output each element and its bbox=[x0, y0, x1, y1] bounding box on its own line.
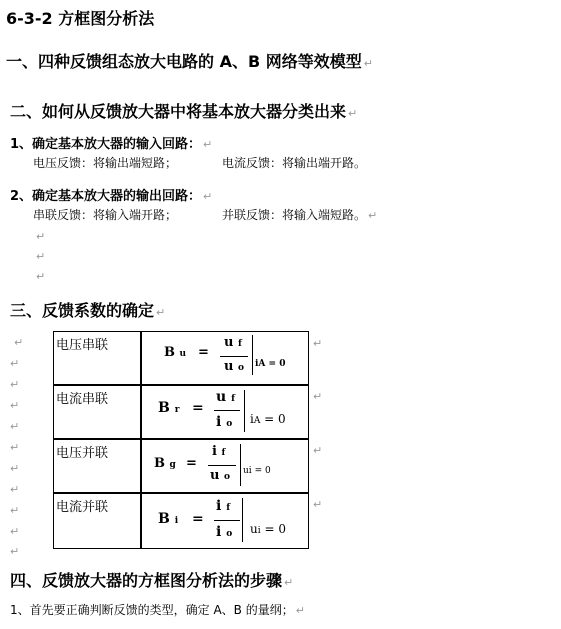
paragraph-mark-icon: ↵ bbox=[313, 444, 323, 457]
item-1-left-text: 电压反馈：将输出端短路； bbox=[33, 156, 178, 170]
step-1-text: 1、首先要正确判断反馈的类型，确定 A、B 的量纲； ↵ bbox=[10, 603, 305, 617]
paragraph-mark-icon: ↵ bbox=[295, 604, 305, 617]
table-row bbox=[54, 439, 323, 493]
paragraph-mark-icon: ↵ bbox=[14, 336, 24, 349]
row-label: 电流串联 bbox=[54, 385, 142, 439]
formula-condition: ui = 0 bbox=[243, 466, 271, 476]
paragraph-mark-icon: ↵ bbox=[284, 576, 294, 589]
item-1-heading: 1、确定基本放大器的输入回路： ↵ bbox=[10, 137, 213, 152]
formula-condition: ui = 0 bbox=[250, 522, 286, 536]
paragraph-mark-icon: ↵ bbox=[10, 545, 20, 558]
formula-cell bbox=[141, 439, 309, 493]
section-2-heading: 二、如何从反馈放大器中将基本放大器分类出来 ↵ bbox=[10, 102, 358, 121]
paragraph-mark-icon: ↵ bbox=[348, 107, 358, 120]
feedback-coefficient-table bbox=[53, 331, 323, 549]
section-3-heading: 三、反馈系数的确定 ↵ bbox=[10, 301, 166, 320]
item-1-right-text: 电流反馈：将输出端开路。 bbox=[222, 156, 367, 170]
formula-numerator: i f bbox=[212, 444, 226, 459]
formula-denominator: i o bbox=[216, 414, 233, 430]
formula-equals: = bbox=[186, 456, 197, 471]
item-2-left-text: 串联反馈：将输入端开路； bbox=[33, 208, 178, 222]
evaluation-bar bbox=[240, 444, 241, 486]
table-row bbox=[54, 385, 323, 439]
formula-numerator: u f bbox=[224, 335, 242, 350]
formula-denominator: i o bbox=[216, 524, 233, 540]
formula-equals: = bbox=[192, 400, 204, 416]
paragraph-mark-icon: ↵ bbox=[10, 441, 20, 454]
page-title: 6-3-2 方框图分析法 bbox=[6, 9, 155, 28]
formula-denominator: u o bbox=[210, 468, 230, 483]
evaluation-bar bbox=[252, 335, 253, 375]
formula-numerator: u f bbox=[216, 389, 235, 405]
paragraph-mark-icon: ↵ bbox=[368, 209, 378, 222]
paragraph-mark-icon: ↵ bbox=[36, 270, 46, 283]
formula-denominator: u o bbox=[224, 359, 244, 374]
formula-condition: iA = 0 bbox=[250, 412, 286, 426]
evaluation-bar bbox=[244, 390, 245, 432]
table-row bbox=[54, 493, 323, 549]
row-label: 电压串联 bbox=[54, 332, 142, 386]
paragraph-mark-icon: ↵ bbox=[203, 190, 213, 203]
paragraph-mark-icon: ↵ bbox=[203, 138, 213, 151]
formula-b: B i bbox=[158, 511, 179, 527]
paragraph-mark-icon: ↵ bbox=[36, 250, 46, 263]
formula-b: B r bbox=[158, 400, 180, 416]
paragraph-mark-icon: ↵ bbox=[10, 378, 20, 391]
paragraph-mark-icon: ↵ bbox=[313, 336, 323, 350]
row-label: 电压并联 bbox=[54, 439, 142, 493]
item-2-right-text: 并联反馈：将输入端短路。 ↵ bbox=[222, 208, 378, 222]
table-row bbox=[54, 332, 323, 386]
section-1-heading: 一、四种反馈组态放大电路的 A、B 网络等效模型 ↵ bbox=[6, 52, 373, 71]
paragraph-mark-icon: ↵ bbox=[10, 483, 20, 496]
fraction-line bbox=[208, 465, 236, 466]
fraction-line bbox=[214, 410, 240, 411]
paragraph-mark-icon: ↵ bbox=[313, 390, 323, 403]
paragraph-mark-icon: ↵ bbox=[10, 462, 20, 475]
paragraph-mark-icon: ↵ bbox=[10, 357, 20, 370]
paragraph-mark-icon: ↵ bbox=[156, 306, 166, 319]
formula-cell bbox=[141, 493, 309, 549]
item-2-heading: 2、确定基本放大器的输出回路： ↵ bbox=[10, 189, 213, 204]
paragraph-mark-icon: ↵ bbox=[363, 57, 373, 70]
section-4-heading: 四、反馈放大器的方框图分析法的步骤 ↵ bbox=[10, 571, 294, 590]
fraction-line bbox=[214, 520, 240, 521]
paragraph-mark-icon: ↵ bbox=[313, 498, 323, 511]
formula-numerator: i f bbox=[216, 498, 231, 514]
paragraph-mark-icon: ↵ bbox=[10, 399, 20, 412]
paragraph-mark-icon: ↵ bbox=[10, 504, 20, 517]
fraction-line bbox=[220, 356, 248, 357]
formula-b: B g bbox=[154, 456, 176, 471]
row-label: 电流并联 bbox=[54, 493, 142, 549]
formula-condition: iA = 0 bbox=[255, 359, 286, 369]
formula-b: B u bbox=[164, 345, 187, 360]
formula-cell bbox=[141, 332, 309, 386]
paragraph-mark-icon: ↵ bbox=[10, 420, 20, 433]
evaluation-bar bbox=[242, 498, 243, 542]
formula-cell bbox=[141, 385, 309, 439]
formula-equals: = bbox=[192, 511, 204, 527]
paragraph-mark-icon: ↵ bbox=[10, 525, 20, 538]
formula-equals: = bbox=[198, 345, 209, 360]
paragraph-mark-icon: ↵ bbox=[36, 230, 46, 243]
